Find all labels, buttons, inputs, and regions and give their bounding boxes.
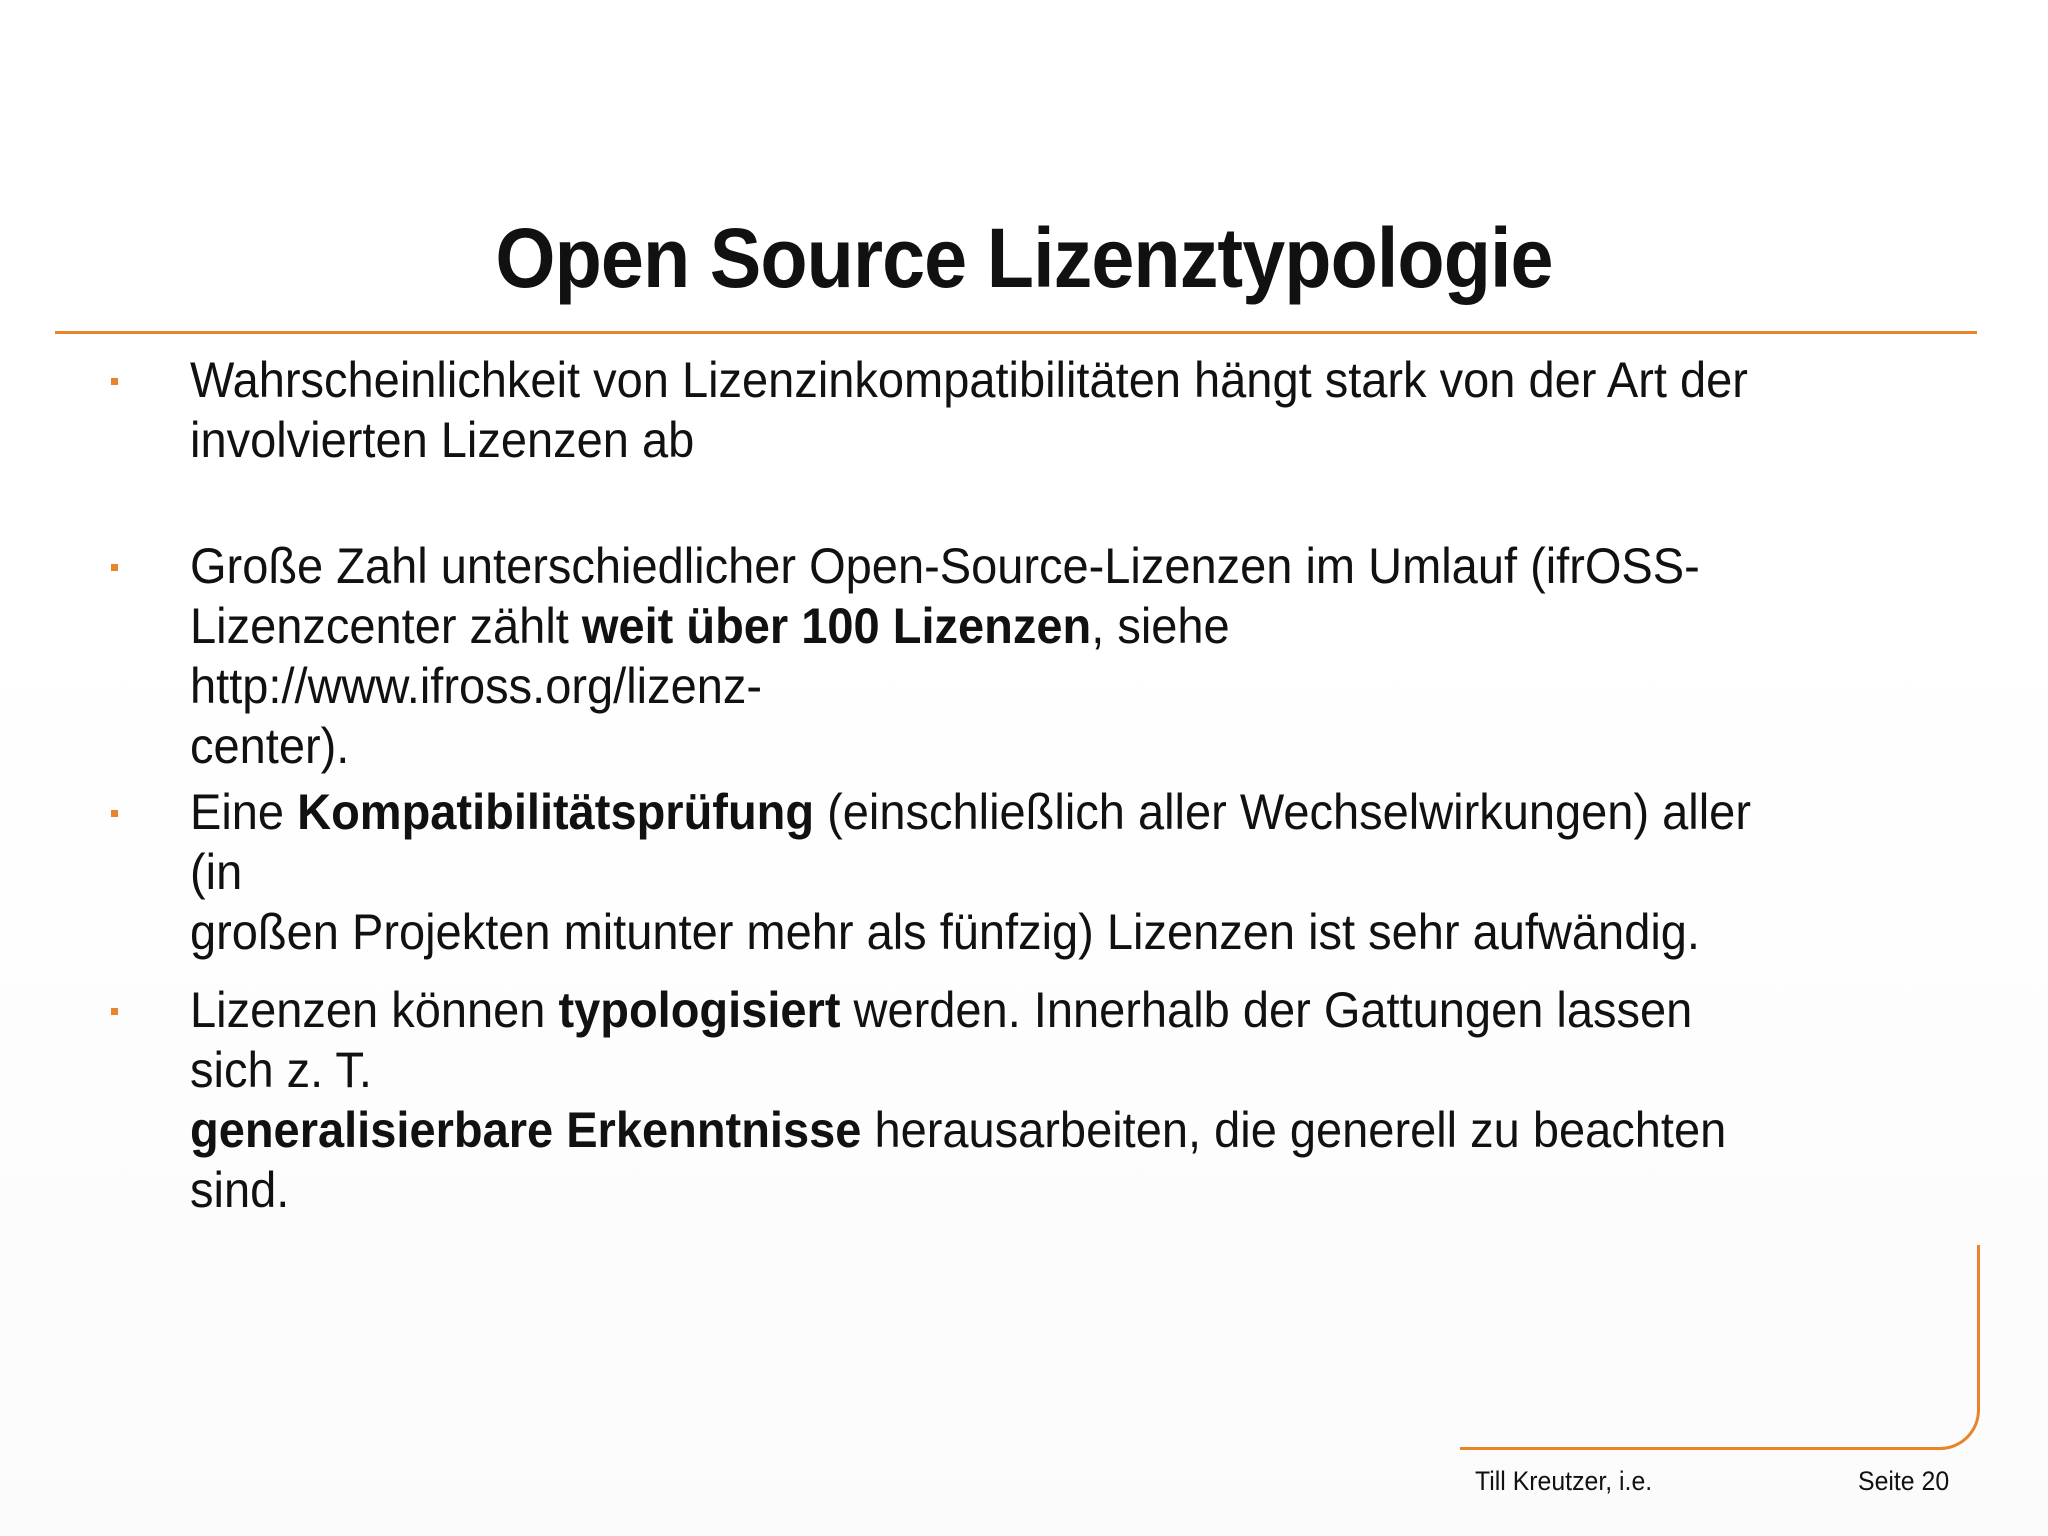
bullet-text <box>190 980 1788 1220</box>
bullet-segment: , siehe http://www.ifross.org/lizenz- center). <box>190 598 1230 774</box>
slide-title: Open Source Lizenztypologie <box>495 211 1553 305</box>
bullet-text <box>190 536 1788 776</box>
footer-author: Till Kreutzer, i.e. <box>1475 1466 1653 1496</box>
bullet-emphasis: generalisierbare Erkenntnisse <box>190 1102 862 1158</box>
bullet-marker-icon <box>111 378 118 385</box>
bullet-segment: Wahrscheinlichkeit von Lizenzinkompatibilitäten hängt stark von der Art der involvierten Lizenzen ab <box>190 352 1748 468</box>
bullet-segment: Große Zahl unterschiedlicher Open-Source-Lizenzen im Umlauf (ifrOSS- Lizenzcenter zählt <box>190 538 1700 654</box>
bullet-segment: Lizenzen können <box>190 982 559 1038</box>
footer-page-number: Seite 20 <box>1858 1466 1950 1496</box>
bullet-segment: werden. Innerhalb der Gattungen lassen sich z. T. <box>190 982 1693 1098</box>
title-divider <box>55 331 1977 334</box>
bullet-segment: herausarbeiten, die generell zu beachten sind. <box>190 1102 1727 1218</box>
bullet-marker-icon <box>111 1008 118 1015</box>
bullet-marker-icon <box>111 810 118 817</box>
bullet-marker-icon <box>111 564 118 571</box>
bullet-emphasis: Kompatibilitätsprüfung <box>297 784 815 840</box>
bullet-emphasis: weit über 100 Lizenzen <box>581 598 1092 654</box>
bullet-text <box>190 782 1788 962</box>
bullet-segment: (einschließlich aller Wechselwirkungen) aller (in großen Projekten mitunter mehr als fünfzig) Lizenzen ist sehr aufwändig. <box>190 784 1751 960</box>
bullet-segment: Eine <box>190 784 298 840</box>
footer-corner-frame <box>1460 1245 1980 1450</box>
bullet-text <box>190 350 1788 470</box>
bullet-emphasis: typologisiert <box>558 982 841 1038</box>
